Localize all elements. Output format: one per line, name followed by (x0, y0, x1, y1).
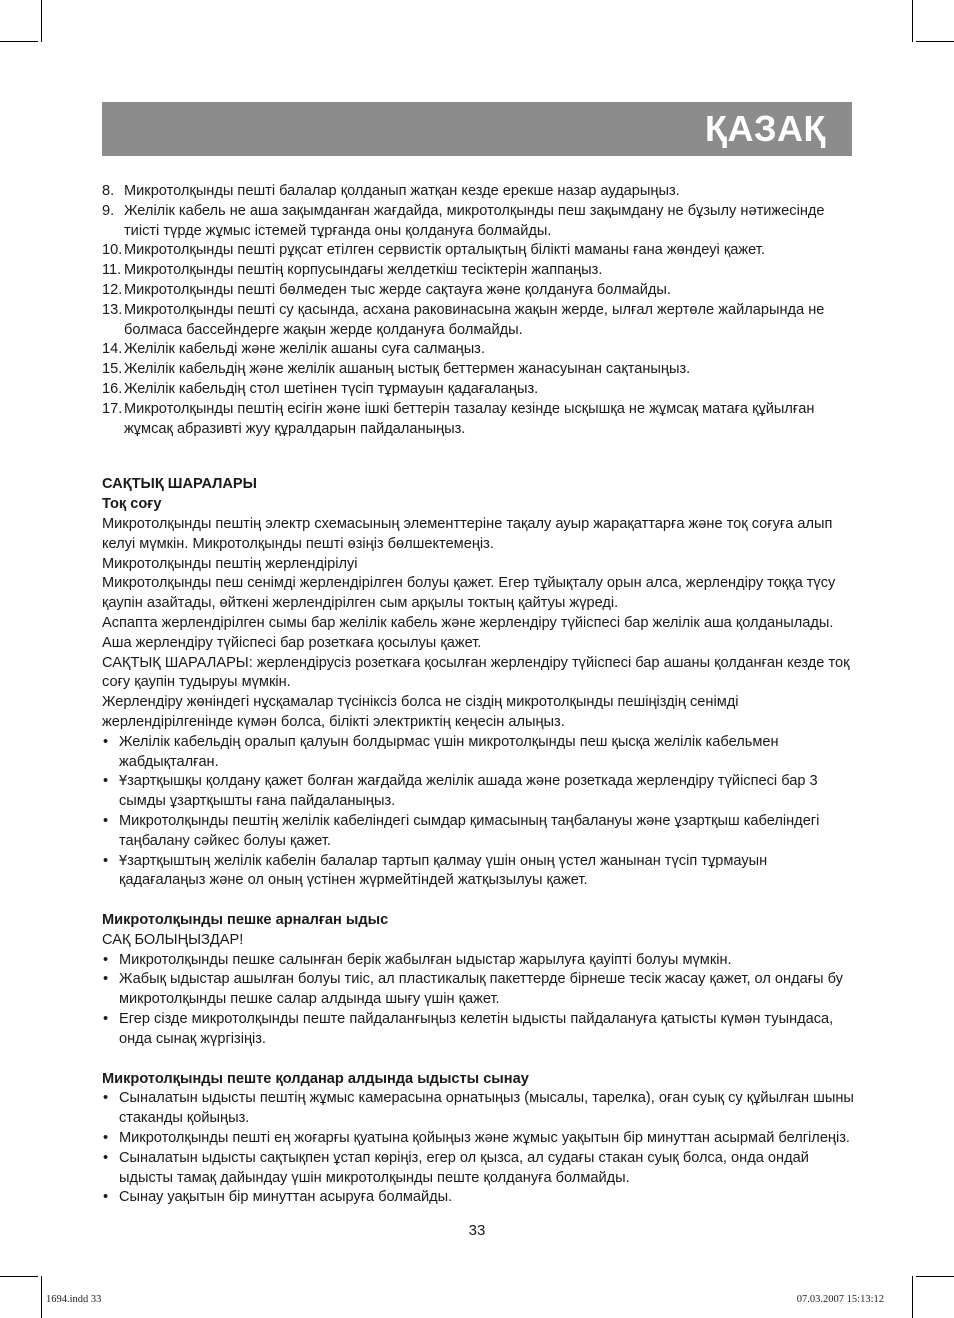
list-item: 16. Желілік кабельдің стол шетінен түсіп тұрмауын қадағалаңыз. (102, 380, 539, 397)
section-heading: САҚТЫҚ ШАРАЛАРЫ (102, 476, 257, 493)
list-item: 8. Микротолқынды пешті балалар қолданып жатқан кезде ерекше назар аударыңыз. (102, 183, 680, 199)
list-item: • Желілік кабельдің оралып қалуын болдырмас үшін микротолқынды пеш қысқа желілік кабельмен жабдықталған. (103, 733, 779, 770)
paragraph: Микротолқынды пеш сенімді жерлендірілген болуы қажет. Егер тұйықталу орын алса, жерлендіру тоққа түсу қаупін азайтады, өйткені жерлендірілген сым арқылы токтың қайтуы жүреді. (102, 575, 836, 612)
numbered-list (102, 182, 854, 439)
section-subheading: Тоқ соғу (102, 496, 162, 513)
crop-mark (0, 1276, 38, 1277)
page-content (102, 182, 854, 1208)
crop-mark (916, 41, 954, 42)
list-item: 9. Желілік кабель не аша зақымданған жағдайда, микротолқынды пеш зақымдану не бұзылу нәтижесінде тиісті түрде жұмыс істемей тұрғанда оны қолдануға болмайды. (102, 202, 825, 239)
list-item: • Микротолқынды пешке салынған берік жабылған ыдыстар жарылуға қауіпті болуы мүмкін. (103, 951, 732, 968)
list-item: 12. Микротолқынды пешті бөлмеден тыс жерде сақтауға және қолдануға болмайды. (102, 281, 671, 298)
section-heading: Микротолқынды пешке арналған ыдыс (102, 912, 389, 929)
crop-mark (41, 0, 42, 42)
list-item: • Ұзартқыштың желілік кабелін балалар тартып қалмау үшін оның үстел жанынан түсіп тұрмауын қадағалаңыз және ол оның үстінен жүрмейтіндей жатқызылуы қажет. (103, 852, 768, 889)
list-item: 11. Микротолқынды пештің корпусындағы желдеткіш тесіктерін жаппаңыз. (102, 262, 603, 279)
list-item: • Жабық ыдыстар ашылған болуы тиіс, ал пластикалық пакеттерде бірнеше тесік жасау қажет, ол ондағы бу микротолқынды пешке салар алдында шығу үшін қажет. (103, 971, 843, 1008)
bullet-list (102, 951, 854, 1050)
bullet-list (102, 1089, 854, 1208)
paragraph: Жерлендіру жөніндегі нұсқамалар түсініксіз болса не сіздің микротолқынды пешіңіздің сенімді жерлендірілгенінде күмән болса, білікті электриктің кеңесін алыңыз. (102, 694, 739, 730)
list-item: 10. Микротолқынды пешті рұқсат етілген сервистік орталықтың білікті маманы ғана жөндеуі қажет. (102, 242, 765, 259)
bullet-list (102, 733, 854, 891)
file-slug: 1694.indd 33 (46, 1294, 102, 1305)
crop-mark (916, 1276, 954, 1277)
list-item: • Ұзартқышқы қолдану қажет болған жағдайда желілік ашада және розеткада жерлендіру түйіспесі бар 3 сымды ұзартқышты ғана пайдаланыңыз. (103, 773, 818, 810)
list-item: 14. Желілік кабельді және желілік ашаны суға салмаңыз. (102, 341, 485, 358)
list-item: 17. Микротолқынды пештің есігін және ішкі беттерін тазалау кезінде ысқышқа не жұмсақ матаға құйылған жұмсақ абразивті жуу құралдарын пайдаланыңыз. (102, 400, 815, 437)
paragraph: Микротолқынды пештің жерлендірілуі (102, 555, 358, 572)
paragraph: САҚТЫҚ ШАРАЛАРЫ: жерлендірусіз розеткаға қосылған жерлендіру түйіспесі бар ашаны қолданған кезде тоқ соғу қаупін тудыруы мүмкін. (102, 654, 850, 691)
list-item: • Микротолқынды пешті ең жоғарғы қуатына қойыңыз және жұмыс уақытын бір минуттан асырмай белгілеңіз. (103, 1130, 850, 1147)
page-number: 33 (468, 1222, 486, 1239)
language-title: ҚАЗАҚ (705, 108, 826, 149)
language-header-bar (102, 102, 852, 156)
crop-mark (0, 41, 38, 42)
crop-mark (41, 1276, 42, 1318)
crop-mark (912, 1276, 913, 1318)
list-item: • Егер сізде микротолқынды пеште пайдаланғыңыз келетін ыдысты пайдалануға қатысты күмән туындаса, онда сынақ жүргізіңіз. (103, 1011, 834, 1047)
list-item: • Сыналатын ыдысты пештің жұмыс камерасына орнатыңыз (мысалы, тарелка), оған суық су құйылған шыны стаканды қойыңыз. (103, 1090, 854, 1127)
list-item: • Микротолқынды пештің желілік кабеліндегі сымдар қимасының таңбалануы және ұзартқыш кабеліндегі таңбалану сәйкес болуы қажет. (103, 812, 820, 849)
crop-mark (912, 0, 913, 42)
paragraph: Аспапта жерлендірілген сымы бар желілік кабель және жерлендіру түйіспесі бар желілік аша қолданылады. Аша жерлендіру түйіспесі бар розеткаға қосылуы қажет. (102, 614, 834, 651)
list-item: 15. Желілік кабельдің және желілік ашаның ыстық беттермен жанасуынан сақтаныңыз. (102, 361, 691, 378)
paragraph: Микротолқынды пештің электр схемасының элементтеріне тақалу ауыр жарақаттарға және тоқ соғуға алып келуі мүмкін. Микротолқынды пешті өзіңіз бөлшектемеңіз. (102, 515, 833, 552)
warning-text: САҚ БОЛЫҢЫЗДАР! (102, 931, 244, 948)
list-item: • Сыналатын ыдысты сақтықпен ұстап көріңіз, егер ол қызса, ал судағы стакан суық болса, онда ондай ыдысты тамақ дайындау үшін микротолқынды пеште қолдануға болмайды. (103, 1149, 809, 1186)
list-item: 13. Микротолқынды пешті су қасында, асхана раковинасына жақын жерде, ылғал жертөле жайларында не болмаса бассейндерге жақын жерде қолдануға болмайды. (102, 301, 825, 338)
datetime-slug: 07.03.2007 15:13:12 (796, 1294, 884, 1305)
section-heading: Микротолқынды пеште қолданар алдында ыдысты сынау (102, 1070, 529, 1087)
list-item: • Сынау уақытын бір минуттан асыруға болмайды. (103, 1189, 453, 1206)
